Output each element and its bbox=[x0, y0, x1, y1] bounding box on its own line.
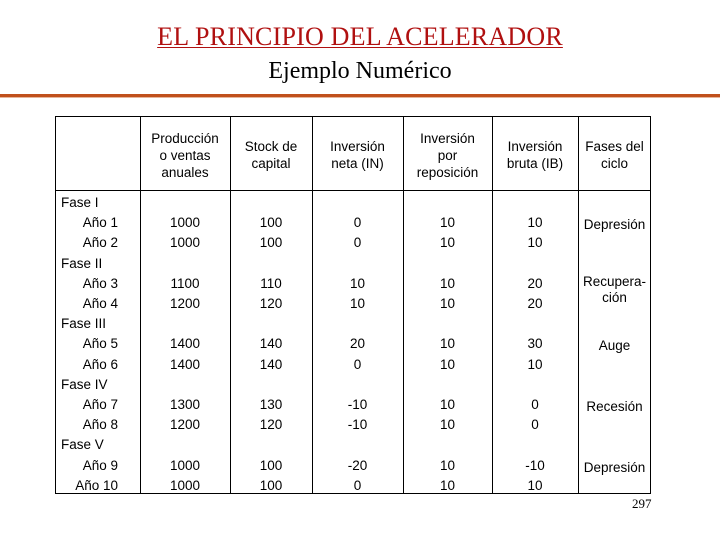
phase-cell-line: Auge bbox=[598, 338, 631, 354]
column-header-text bbox=[151, 130, 219, 181]
table-cell: 130 bbox=[259, 397, 283, 412]
year-label: Año 10 bbox=[75, 477, 118, 493]
column-header-line: Fases del bbox=[585, 139, 644, 154]
table-cell: 10 bbox=[527, 477, 543, 493]
column-header bbox=[403, 120, 492, 190]
column-header-line: capital bbox=[251, 156, 291, 171]
table-cell: 1200 bbox=[169, 296, 201, 311]
column-header-text bbox=[417, 130, 479, 181]
table-cell: 10 bbox=[439, 457, 456, 473]
table-cell: 20 bbox=[349, 336, 366, 352]
phase-label: Fase I bbox=[61, 195, 99, 210]
phase-cell-line: Recesión bbox=[586, 399, 643, 414]
table-cell: 10 bbox=[349, 296, 366, 311]
table-cell: 1000 bbox=[169, 215, 201, 231]
table-cell: -10 bbox=[525, 457, 545, 473]
phase-cell bbox=[578, 274, 651, 306]
table-cell: 20 bbox=[527, 296, 543, 311]
year-label: Año 5 bbox=[82, 336, 118, 352]
table-cell: 0 bbox=[353, 215, 362, 231]
column-header-line: anuales bbox=[161, 164, 209, 180]
column-header-line: por bbox=[437, 147, 458, 163]
phase-cell-line: Recupera- bbox=[582, 273, 647, 289]
slide-title: EL PRINCIPIO DEL ACELERADOR bbox=[157, 22, 563, 51]
table-cell: 1000 bbox=[169, 457, 201, 473]
table-cell: 140 bbox=[259, 336, 283, 352]
phase-label: Fase V bbox=[61, 437, 104, 453]
header-divider bbox=[55, 190, 651, 191]
table-cell: 0 bbox=[353, 235, 362, 251]
table-cell: 100 bbox=[259, 477, 283, 493]
column-header bbox=[140, 120, 230, 190]
column-header bbox=[312, 120, 403, 190]
table-cell: 10 bbox=[439, 235, 456, 251]
table-cell: 10 bbox=[439, 275, 456, 291]
table-cell: 1400 bbox=[169, 336, 201, 352]
phase-label: Fase II bbox=[61, 255, 103, 271]
year-label: Año 9 bbox=[82, 457, 118, 473]
column-header-line: Inversión bbox=[420, 130, 475, 146]
table-cell: 1300 bbox=[169, 397, 201, 412]
table-cell: 10 bbox=[439, 296, 456, 311]
table-cell: 0 bbox=[353, 356, 362, 372]
column-header-line: ciclo bbox=[600, 156, 628, 171]
column-header-line: Stock de bbox=[244, 139, 298, 154]
year-label: Año 1 bbox=[82, 215, 118, 231]
table-cell: -20 bbox=[347, 457, 368, 473]
table-cell: 0 bbox=[353, 477, 362, 493]
year-label: Año 7 bbox=[82, 397, 118, 412]
phase-cell bbox=[578, 460, 651, 476]
phase-cell bbox=[578, 217, 651, 233]
table-cell: 1000 bbox=[169, 235, 201, 251]
column-header bbox=[230, 120, 312, 190]
table-cell: 10 bbox=[349, 275, 366, 291]
column-header-line: neta (IN) bbox=[331, 156, 384, 171]
table-cell: 10 bbox=[439, 477, 456, 493]
table-cell: 10 bbox=[439, 215, 456, 231]
table-cell: 10 bbox=[439, 356, 456, 372]
phase-cell-line: Depresión bbox=[583, 459, 646, 475]
phase-cell-line: ción bbox=[602, 289, 627, 305]
column-header-line: bruta (IB) bbox=[506, 156, 564, 171]
column-header-text bbox=[245, 138, 298, 172]
table-cell: 1000 bbox=[169, 477, 201, 493]
table-cell: 10 bbox=[527, 356, 543, 372]
page-number: 297 bbox=[632, 496, 652, 511]
year-label: Año 3 bbox=[82, 275, 118, 291]
column-header-text bbox=[585, 138, 644, 172]
table-cell: 10 bbox=[527, 215, 543, 231]
table-cell: 20 bbox=[527, 275, 543, 291]
year-label: Año 2 bbox=[82, 235, 118, 251]
phase-label: Fase IV bbox=[61, 376, 108, 392]
year-label: Año 4 bbox=[82, 296, 118, 311]
table-cell: 100 bbox=[259, 457, 283, 473]
table-cell: 110 bbox=[260, 275, 282, 291]
table-cell: 100 bbox=[259, 215, 283, 231]
table-cell: 10 bbox=[527, 235, 543, 251]
column-header bbox=[578, 120, 651, 190]
column-header-line: Producción bbox=[151, 130, 219, 146]
phase-cell-line: Depresión bbox=[583, 217, 646, 233]
table-cell: -10 bbox=[347, 417, 368, 433]
year-label: Año 8 bbox=[82, 417, 118, 433]
table-cell: 10 bbox=[439, 336, 456, 352]
column-header-line: o ventas bbox=[159, 147, 211, 163]
column-header-line: Inversión bbox=[507, 139, 563, 154]
column-header-text bbox=[507, 138, 563, 172]
phase-cell bbox=[578, 399, 651, 415]
table-cell: 1100 bbox=[170, 275, 200, 291]
column-header-line: reposición bbox=[416, 164, 479, 180]
year-label: Año 6 bbox=[82, 356, 118, 372]
table-cell: 1400 bbox=[169, 356, 201, 372]
table-cell: 1200 bbox=[169, 417, 201, 433]
table-cell: 120 bbox=[259, 296, 283, 311]
table-cell: 10 bbox=[439, 417, 456, 433]
column-header-line: Inversión bbox=[330, 139, 385, 154]
table-cell: -10 bbox=[347, 397, 368, 412]
table-cell: 10 bbox=[439, 397, 456, 412]
title-divider-shadow bbox=[0, 97, 720, 98]
table-cell: 120 bbox=[259, 417, 283, 433]
phase-label: Fase III bbox=[61, 316, 107, 332]
phase-cell bbox=[578, 338, 651, 354]
table-cell: 0 bbox=[531, 417, 539, 433]
table-cell: 100 bbox=[259, 235, 283, 251]
table-cell: 30 bbox=[527, 336, 543, 352]
column-header bbox=[492, 120, 578, 190]
table-cell: 0 bbox=[531, 397, 539, 412]
column-header-text bbox=[330, 138, 385, 172]
table-cell: 140 bbox=[259, 356, 283, 372]
slide-subtitle: Ejemplo Numérico bbox=[268, 58, 452, 84]
